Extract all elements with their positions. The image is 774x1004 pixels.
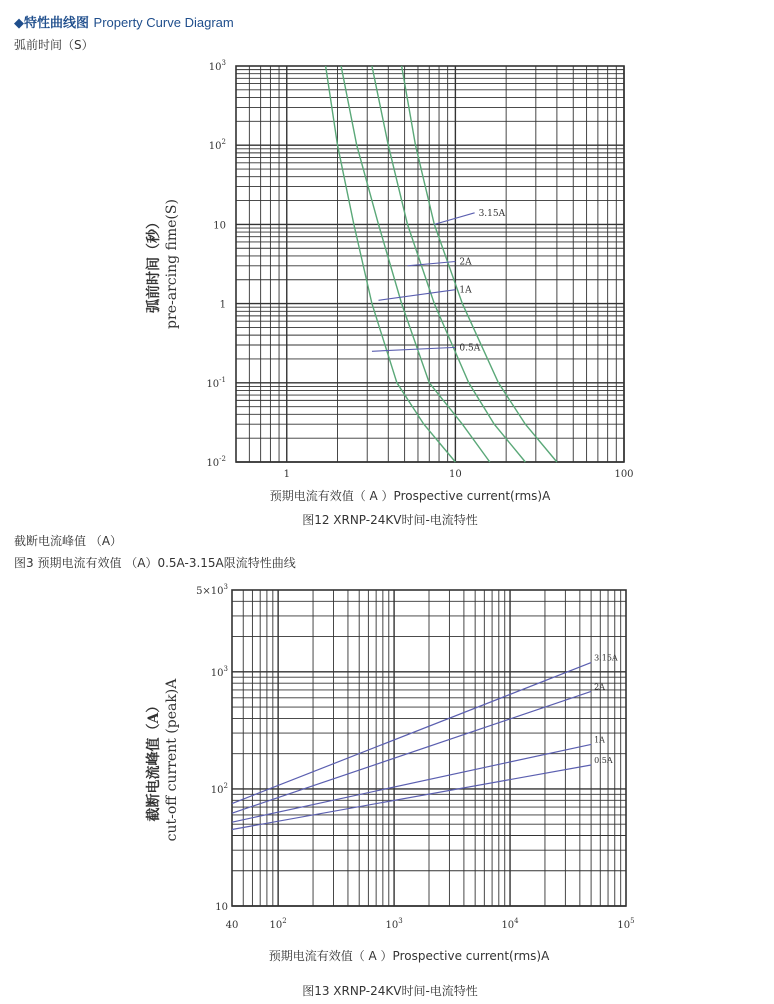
y-tick-label: $10^3$ xyxy=(210,664,228,679)
x-tick-label: $10^3$ xyxy=(385,917,403,931)
y-axis-title-cn: 截断电流峰值（A） xyxy=(146,698,162,822)
x-axis-title: 预期电流有效值（ A ）Prospective current(rms)A xyxy=(269,489,551,503)
y-tick-label: 1 xyxy=(219,299,226,311)
y-tick-label: $10^{-2}$ xyxy=(206,455,226,469)
annotation-label: 3.15A xyxy=(478,208,506,219)
y-tick-label-exp: 3 xyxy=(223,664,228,673)
line-2A xyxy=(232,691,591,813)
y-axis-title-cn: 弧前时间（秒） xyxy=(146,215,162,313)
x-tick-label: $10^4$ xyxy=(501,917,519,931)
diamond-icon: ◆ xyxy=(14,16,24,31)
arc-time-label: 弧前时间（S） xyxy=(14,38,94,52)
annotation-label: 2A xyxy=(459,257,472,268)
y-tick-label: $10^3$ xyxy=(208,59,226,73)
x-tick-label-exp: 5 xyxy=(630,917,635,925)
y-tick-label-exp: 3 xyxy=(223,583,228,591)
fig3-caption: 图3 预期电流有效值 （A）0.5A-3.15A限流特性曲线 xyxy=(14,556,296,570)
y-axis-title xyxy=(145,199,180,329)
annotation-leader xyxy=(372,347,455,351)
series-label: 1A xyxy=(594,735,605,745)
line-0.5A xyxy=(232,765,591,830)
annotation-leader xyxy=(379,290,456,301)
y-tick-label-exp: 2 xyxy=(223,781,228,790)
heading-en: Property Curve Diagram xyxy=(93,15,234,30)
y-tick-label: $10^{-1}$ xyxy=(206,375,226,390)
series-label: 0.5A xyxy=(594,756,613,766)
x-tick-label: 10 xyxy=(449,469,462,480)
heading-cn: 特性曲线图 xyxy=(24,16,90,31)
cutoff-label: 截断电流峰值 （A） xyxy=(14,534,123,548)
y-axis-title-en: cut-off current (peak)A xyxy=(164,678,180,842)
y-tick-label-exp: 3 xyxy=(221,59,226,67)
x-tick-label: 100 xyxy=(614,469,634,480)
series-label: 3.15A xyxy=(594,653,618,663)
y-tick-label: 10 xyxy=(213,220,226,232)
y-tick-label: 10 xyxy=(215,902,228,913)
y-tick-label: $5\times 10^3$ xyxy=(196,583,228,597)
y-tick-label-exp: 2 xyxy=(221,138,226,147)
y-tick-label-exp: -1 xyxy=(219,375,226,384)
x-tick-label-exp: 2 xyxy=(282,917,287,925)
x-tick-label: 40 xyxy=(225,920,239,931)
annotation-label: 1A xyxy=(459,285,472,296)
x-tick-label: 1 xyxy=(283,469,290,480)
x-tick-label-exp: 3 xyxy=(398,917,403,925)
x-tick-label: $10^2$ xyxy=(269,917,287,931)
y-tick-label-exp: -2 xyxy=(219,455,226,463)
fig12-caption: 图12 XRNP-24KV时间-电流特性 xyxy=(302,513,478,527)
fig13-caption: 图13 XRNP-24KV时间-电流特性 xyxy=(302,984,478,998)
line-1A xyxy=(232,744,591,822)
y-tick-label: $10^2$ xyxy=(210,781,228,796)
series-label: 2A xyxy=(594,682,605,692)
cutoff-current-chart xyxy=(0,570,774,1000)
x-axis-title: 预期电流有效值（ A ）Prospective current(rms)A xyxy=(268,949,550,963)
y-tick-label: $10^2$ xyxy=(208,138,226,153)
x-tick-label-exp: 4 xyxy=(514,917,519,925)
annotation-leader xyxy=(434,213,474,225)
annotation-label: 0.5A xyxy=(459,343,481,354)
y-axis-title xyxy=(145,678,180,842)
y-axis-title-en: pre-arcing fime(S) xyxy=(164,199,180,329)
x-tick-label: $10^5$ xyxy=(617,917,635,931)
